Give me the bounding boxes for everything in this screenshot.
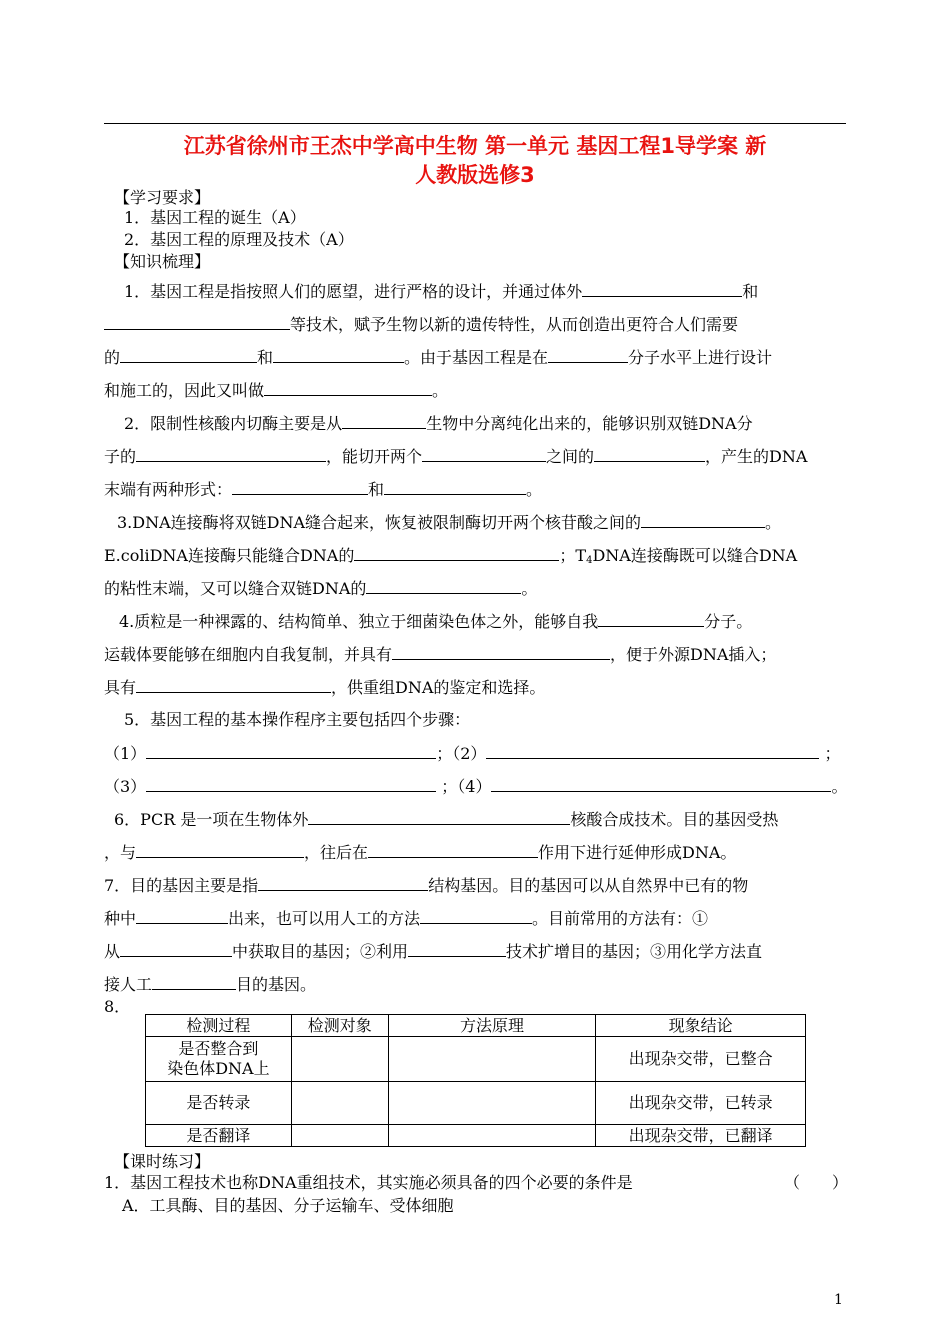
- q6-blank-3[interactable]: [368, 842, 538, 858]
- q7-blank-3[interactable]: [420, 908, 532, 924]
- q5-blank-4[interactable]: [491, 776, 831, 792]
- exercise-1-answer-paren[interactable]: （ ）: [784, 1173, 849, 1192]
- q5-stem: 5．基因工程的基本操作程序主要包括四个步骤：: [124, 710, 471, 729]
- q7-blank-2[interactable]: [136, 908, 228, 924]
- page-number: 1: [834, 1292, 843, 1308]
- cell-method[interactable]: [388, 1125, 596, 1147]
- cell-object[interactable]: [291, 1125, 388, 1147]
- q6-blank-2[interactable]: [136, 842, 304, 858]
- q2-blank-2[interactable]: [136, 446, 326, 462]
- q4-blank-2[interactable]: [392, 644, 610, 660]
- cell-object[interactable]: [291, 1082, 388, 1125]
- table-row: [146, 1037, 806, 1082]
- table-header-row: [146, 1015, 806, 1037]
- exercise-1-stem: 1．基因工程技术也称DNA重组技术，其实施必须具备的四个必要的条件是: [104, 1173, 633, 1192]
- q5-blank-1[interactable]: [146, 743, 436, 759]
- q7-line-4: 接人工 目的基因。: [104, 975, 317, 994]
- title-line-1: 江苏省徐州市王杰中学高中生物 第一单元 基因工程1导学案 新: [183, 134, 767, 158]
- q7-blank-6[interactable]: [152, 974, 236, 990]
- q7-blank-5[interactable]: [408, 941, 506, 957]
- section-heading-practice: 【课时练习】: [114, 1152, 211, 1171]
- q1-line-2: 等技术，赋予生物以新的遗传特性，从而创造出更符合人们需要: [104, 314, 738, 335]
- requirement-item-1: 1．基因工程的诞生（A）: [124, 208, 306, 227]
- q1-line-4: 和施工的，因此又叫做 。: [104, 381, 449, 400]
- q5-steps-line-1: （1） ；（2） ；: [104, 744, 841, 763]
- table-row: [146, 1125, 806, 1147]
- q3-line-2: E.coliDNA连接酶只能缝合DNA的 ；$T_4DNA$连接酶既可以缝合DNA: [104, 546, 798, 566]
- q3-blank-1[interactable]: [641, 512, 765, 528]
- q2-blank-6[interactable]: [384, 479, 526, 495]
- q2-line-3: 末端有两种形式： 和 。: [104, 480, 543, 499]
- q6-line-2: ，与 ，往后在 作用下进行延伸形成DNA。: [104, 843, 737, 862]
- q6-blank-1[interactable]: [308, 809, 570, 825]
- q1-blank-2[interactable]: [104, 314, 290, 330]
- cell-process: 是否整合到 染色体DNA上: [146, 1037, 292, 1082]
- q3-line-1: 3.DNA连接酶将双链DNA缝合起来，恢复被限制酶切开两个核苷酸之间的 。: [117, 513, 782, 532]
- header-rule: [104, 123, 846, 124]
- cell-method[interactable]: [388, 1082, 596, 1125]
- title-line-2: 人教版选修3: [415, 163, 535, 187]
- q1-line-1: 1．基因工程是指按照人们的愿望，进行严格的设计，并通过体外 和: [124, 282, 759, 301]
- q4-line-2: 运载体要能够在细胞内自我复制，并具有 ，便于外源DNA插入；: [104, 645, 777, 664]
- q8-label: 8．: [104, 997, 131, 1016]
- cell-result: 出现杂交带，已转录: [596, 1082, 806, 1125]
- section-heading-requirements: 【学习要求】: [114, 188, 211, 207]
- q1-line-3: 的 和 。由于基因工程是在 分子水平上进行设计: [104, 348, 773, 367]
- q4-blank-1[interactable]: [598, 611, 704, 627]
- cell-object[interactable]: [291, 1037, 388, 1082]
- q3-blank-2[interactable]: [354, 545, 559, 561]
- header-process: 检测过程: [146, 1015, 292, 1037]
- cell-method[interactable]: [388, 1037, 596, 1082]
- requirement-item-2: 2．基因工程的原理及技术（A）: [124, 230, 354, 249]
- q1-blank-6[interactable]: [264, 380, 432, 396]
- cell-result: 出现杂交带，已翻译: [596, 1125, 806, 1147]
- q7-blank-1[interactable]: [258, 875, 428, 891]
- exercise-1-option-a[interactable]: A．工具酶、目的基因、分子运输车、受体细胞: [122, 1196, 454, 1215]
- q6-line-1: 6．PCR 是一项在生物体外 核酸合成技术。目的基因受热: [114, 810, 779, 829]
- q3-line-3: 的粘性末端，又可以缝合双链DNA的 。: [104, 579, 538, 598]
- q2-blank-1[interactable]: [342, 413, 426, 429]
- q1-blank-5[interactable]: [548, 347, 628, 363]
- q2-blank-4[interactable]: [594, 446, 705, 462]
- q7-blank-4[interactable]: [120, 941, 232, 957]
- header-method: 方法原理: [388, 1015, 596, 1037]
- q4-line-1: 4.质粒是一种裸露的、结构简单、独立于细菌染色体之外，能够自我 分子。: [119, 612, 753, 631]
- q5-blank-3[interactable]: [146, 776, 436, 792]
- q7-line-1: 7．目的基因主要是指 结构基因。目的基因可以从自然界中已有的物: [104, 876, 749, 895]
- q1-blank-1[interactable]: [582, 281, 742, 297]
- q2-line-2: 子的 ，能切开两个 之间的 ，产生的DNA: [104, 447, 808, 466]
- cell-process: 是否转录: [146, 1082, 292, 1125]
- cell-process: 是否翻译: [146, 1125, 292, 1147]
- table-row: [146, 1082, 806, 1125]
- section-heading-knowledge: 【知识梳理】: [114, 252, 211, 271]
- header-result: 现象结论: [596, 1015, 806, 1037]
- cell-result: 出现杂交带，已整合: [596, 1037, 806, 1082]
- q1-blank-4[interactable]: [273, 347, 404, 363]
- q4-line-3: 具有 ，供重组DNA的鉴定和选择。: [104, 678, 546, 697]
- detection-table: [145, 1014, 806, 1147]
- q7-line-2: 种中 出来，也可以用人工的方法 。目前常用的方法有：①: [104, 909, 709, 928]
- q1-blank-3[interactable]: [120, 347, 257, 363]
- q5-steps-line-2: （3） ；（4） 。: [104, 777, 848, 796]
- q4-blank-3[interactable]: [136, 677, 331, 693]
- q5-blank-2[interactable]: [486, 743, 819, 759]
- q2-blank-3[interactable]: [422, 446, 546, 462]
- q2-blank-5[interactable]: [232, 479, 368, 495]
- q7-line-3: 从 中获取目的基因；②利用 技术扩增目的基因；③用化学方法直: [104, 942, 763, 961]
- q3-blank-3[interactable]: [366, 578, 521, 594]
- q2-line-1: 2．限制性核酸内切酶主要是从 生物中分离纯化出来的，能够识别双链DNA分: [124, 414, 753, 433]
- header-object: 检测对象: [291, 1015, 388, 1037]
